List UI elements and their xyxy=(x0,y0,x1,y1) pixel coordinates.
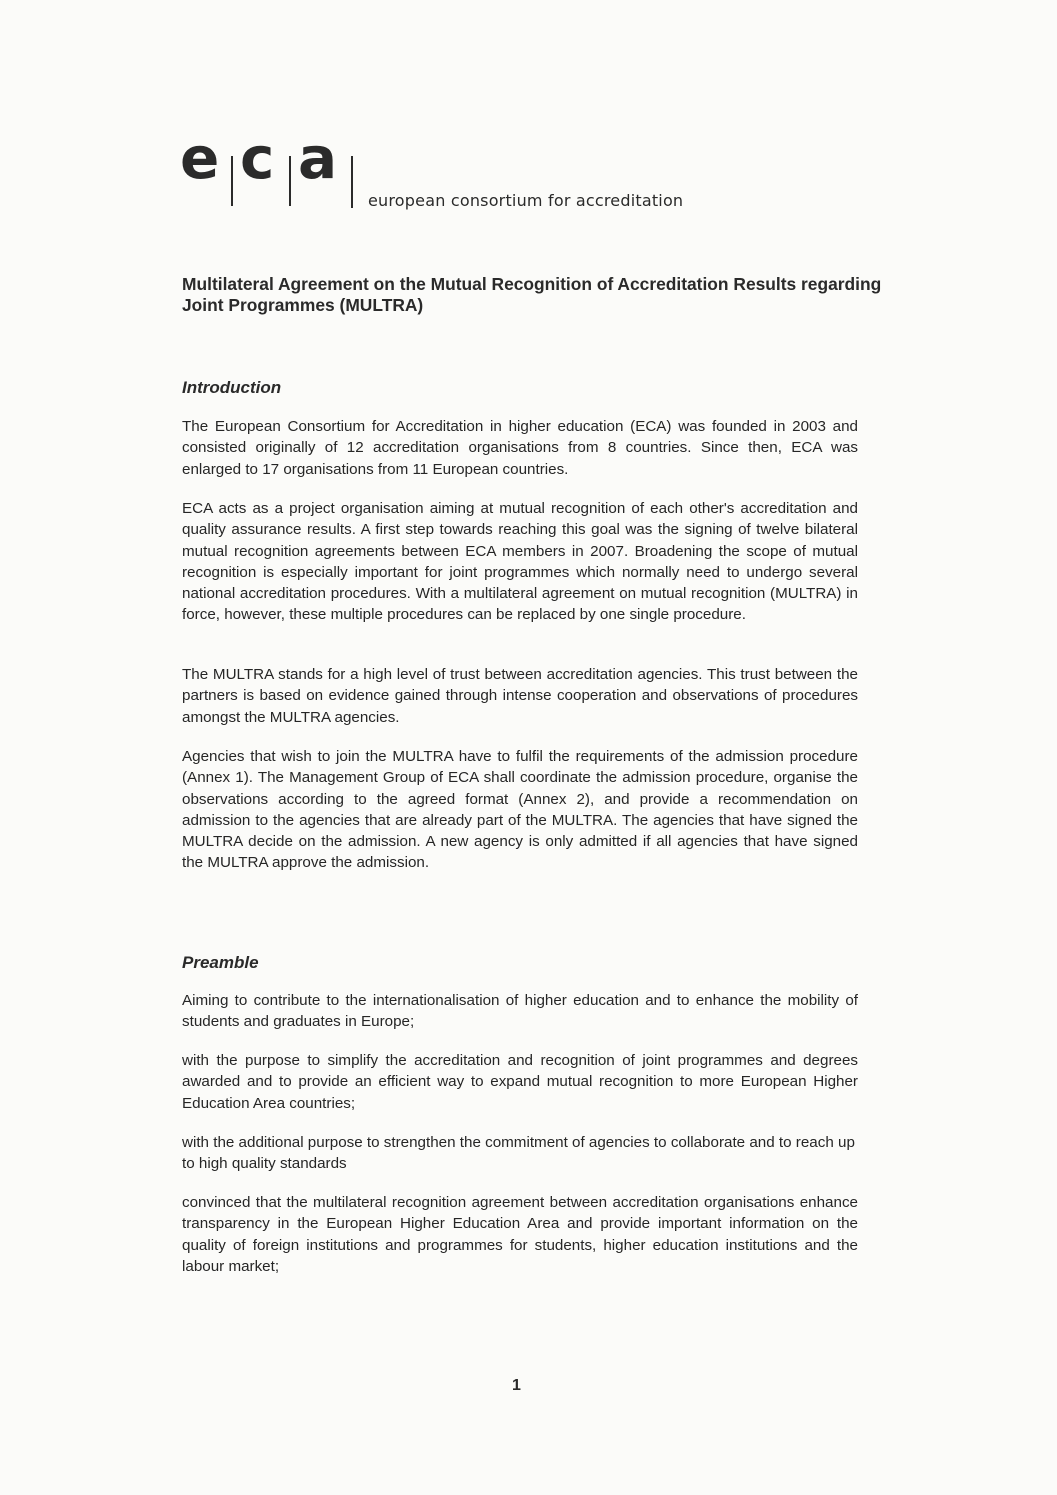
page-number: 1 xyxy=(512,1377,521,1394)
logo-letter-c: c xyxy=(240,128,275,192)
preamble-paragraph: convinced that the multilateral recognition agreement between accreditation organisations enhance transparency in the European Higher Education Area and provide important information on the quality of foreign institutions and programmes for students, higher education institutions and the labour market; xyxy=(182,1194,858,1275)
introduction-paragraph: The European Consortium for Accreditation in higher education (ECA) was founded in 2003 and consisted originally of 12 accreditation organisations from 8 countries. Since then, ECA was enlarged to 17 organisations from 11 European countries. xyxy=(182,418,858,478)
eca-logo-mark xyxy=(180,128,380,218)
preamble-paragraph: with the purpose to simplify the accreditation and recognition of joint programmes and degrees awarded and to provide an efficient way to expand mutual recognition to more European Higher Education Area countries; xyxy=(182,1052,858,1112)
document-title: Multilateral Agreement on the Mutual Recognition of Accreditation Results regarding Joint Programmes (MULTRA) xyxy=(182,274,882,315)
introduction-paragraph: Agencies that wish to join the MULTRA have to fulfil the requirements of the admission procedure (Annex 1). The Management Group of ECA shall coordinate the admission procedure, organise the observations according to the agreed format (Annex 2), and provide a recommendation on admission to the agencies that are already part of the MULTRA. The agencies that have signed the MULTRA decide on the admission. A new agency is only admitted if all agencies that have signed the MULTRA approve the admission. xyxy=(182,748,858,872)
introduction-paragraph: The MULTRA stands for a high level of trust between accreditation agencies. This trust between the partners is based on evidence gained through intense cooperation and observations of procedures amongst the MULTRA agencies. xyxy=(182,666,858,726)
introduction-paragraph: ECA acts as a project organisation aiming at mutual recognition of each other's accreditation and quality assurance results. A first step towards reaching this goal was the signing of twelve bilateral mutual recognition agreements between ECA members in 2007. Broadening the scope of mutual recognition is especially important for joint programmes which normally need to undergo several national accreditation procedures. With a multilateral agreement on mutual recognition (MULTRA) in force, however, these multiple procedures can be replaced by one single procedure. xyxy=(182,500,858,624)
preamble-paragraph: Aiming to contribute to the internationalisation of higher education and to enhance the mobility of students and graduates in Europe; xyxy=(182,992,858,1031)
preamble-heading: Preamble xyxy=(182,953,259,972)
preamble-paragraph: with the additional purpose to strengthen the commitment of agencies to collaborate and to reach up to high quality standards xyxy=(182,1134,855,1173)
logo-letter-e: e xyxy=(180,128,220,192)
introduction-heading: Introduction xyxy=(182,378,282,397)
logo-letter-a: a xyxy=(298,128,338,192)
logo-tagline: european consortium for accreditation xyxy=(368,191,684,210)
